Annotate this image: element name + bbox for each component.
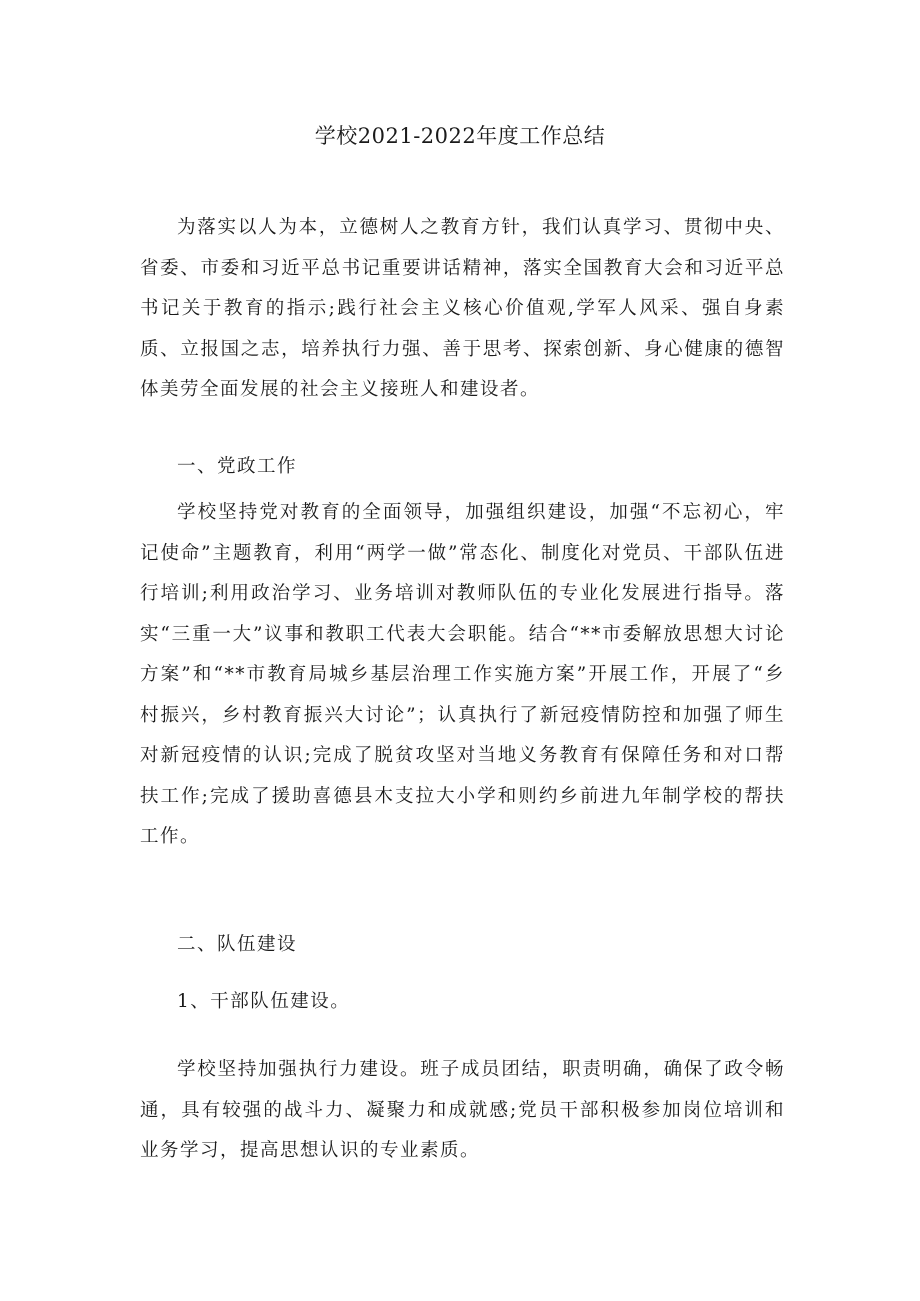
intro-paragraph: 为落实以人为本，立德树人之教育方针，我们认真学习、贯彻中央、省委、市委和习近平总书记重要讲话精神，落实全国教育大会和习近平总书记关于教育的指示;践行社会主义核心价值观,学军人风采、强自身素质、立报国之志，培养执行力强、善于思考、探索创新、身心健康的德智体美劳全面发展的社会主义接班人和建设者。 [140,217,785,400]
subsection-body-cadre-team: 学校坚持加强执行力建设。班子成员团结，职责明确，确保了政令畅通，具有较强的战斗力、凝聚力和成就感;党员干部积极参加岗位培训和业务学习，提高思想认识的专业素质。 [140,1059,785,1161]
section-heading-team-building: 二、队伍建设 [177,934,298,955]
subsection-heading-cadre-team: 1、干部队伍建设。 [177,991,351,1012]
section-heading-party-work: 一、党政工作 [177,456,298,477]
document-title: 学校2021-2022年度工作总结 [314,124,606,148]
section-body-party-work: 学校坚持党对教育的全面领导，加强组织建设，加强“不忘初心，牢记使命”主题教育，利用“两学一做”常态化、制度化对党员、干部队伍进行培训;利用政治学习、业务培训对教师队伍的专业化发展进行指导。落实“三重一大”议事和教职工代表大会职能。结合“**市委解放思想大讨论方案”和“**市教育局城乡基层治理工作实施方案”开展工作，开展了“乡村振兴，乡村教育振兴大讨论”；认真执行了新冠疫情防控和加强了师生对新冠疫情的认识;完成了脱贫攻坚对当地义务教育有保障任务和对口帮扶工作;完成了援助喜德县木支拉大小学和则约乡前进九年制学校的帮扶工作。 [140,502,785,847]
